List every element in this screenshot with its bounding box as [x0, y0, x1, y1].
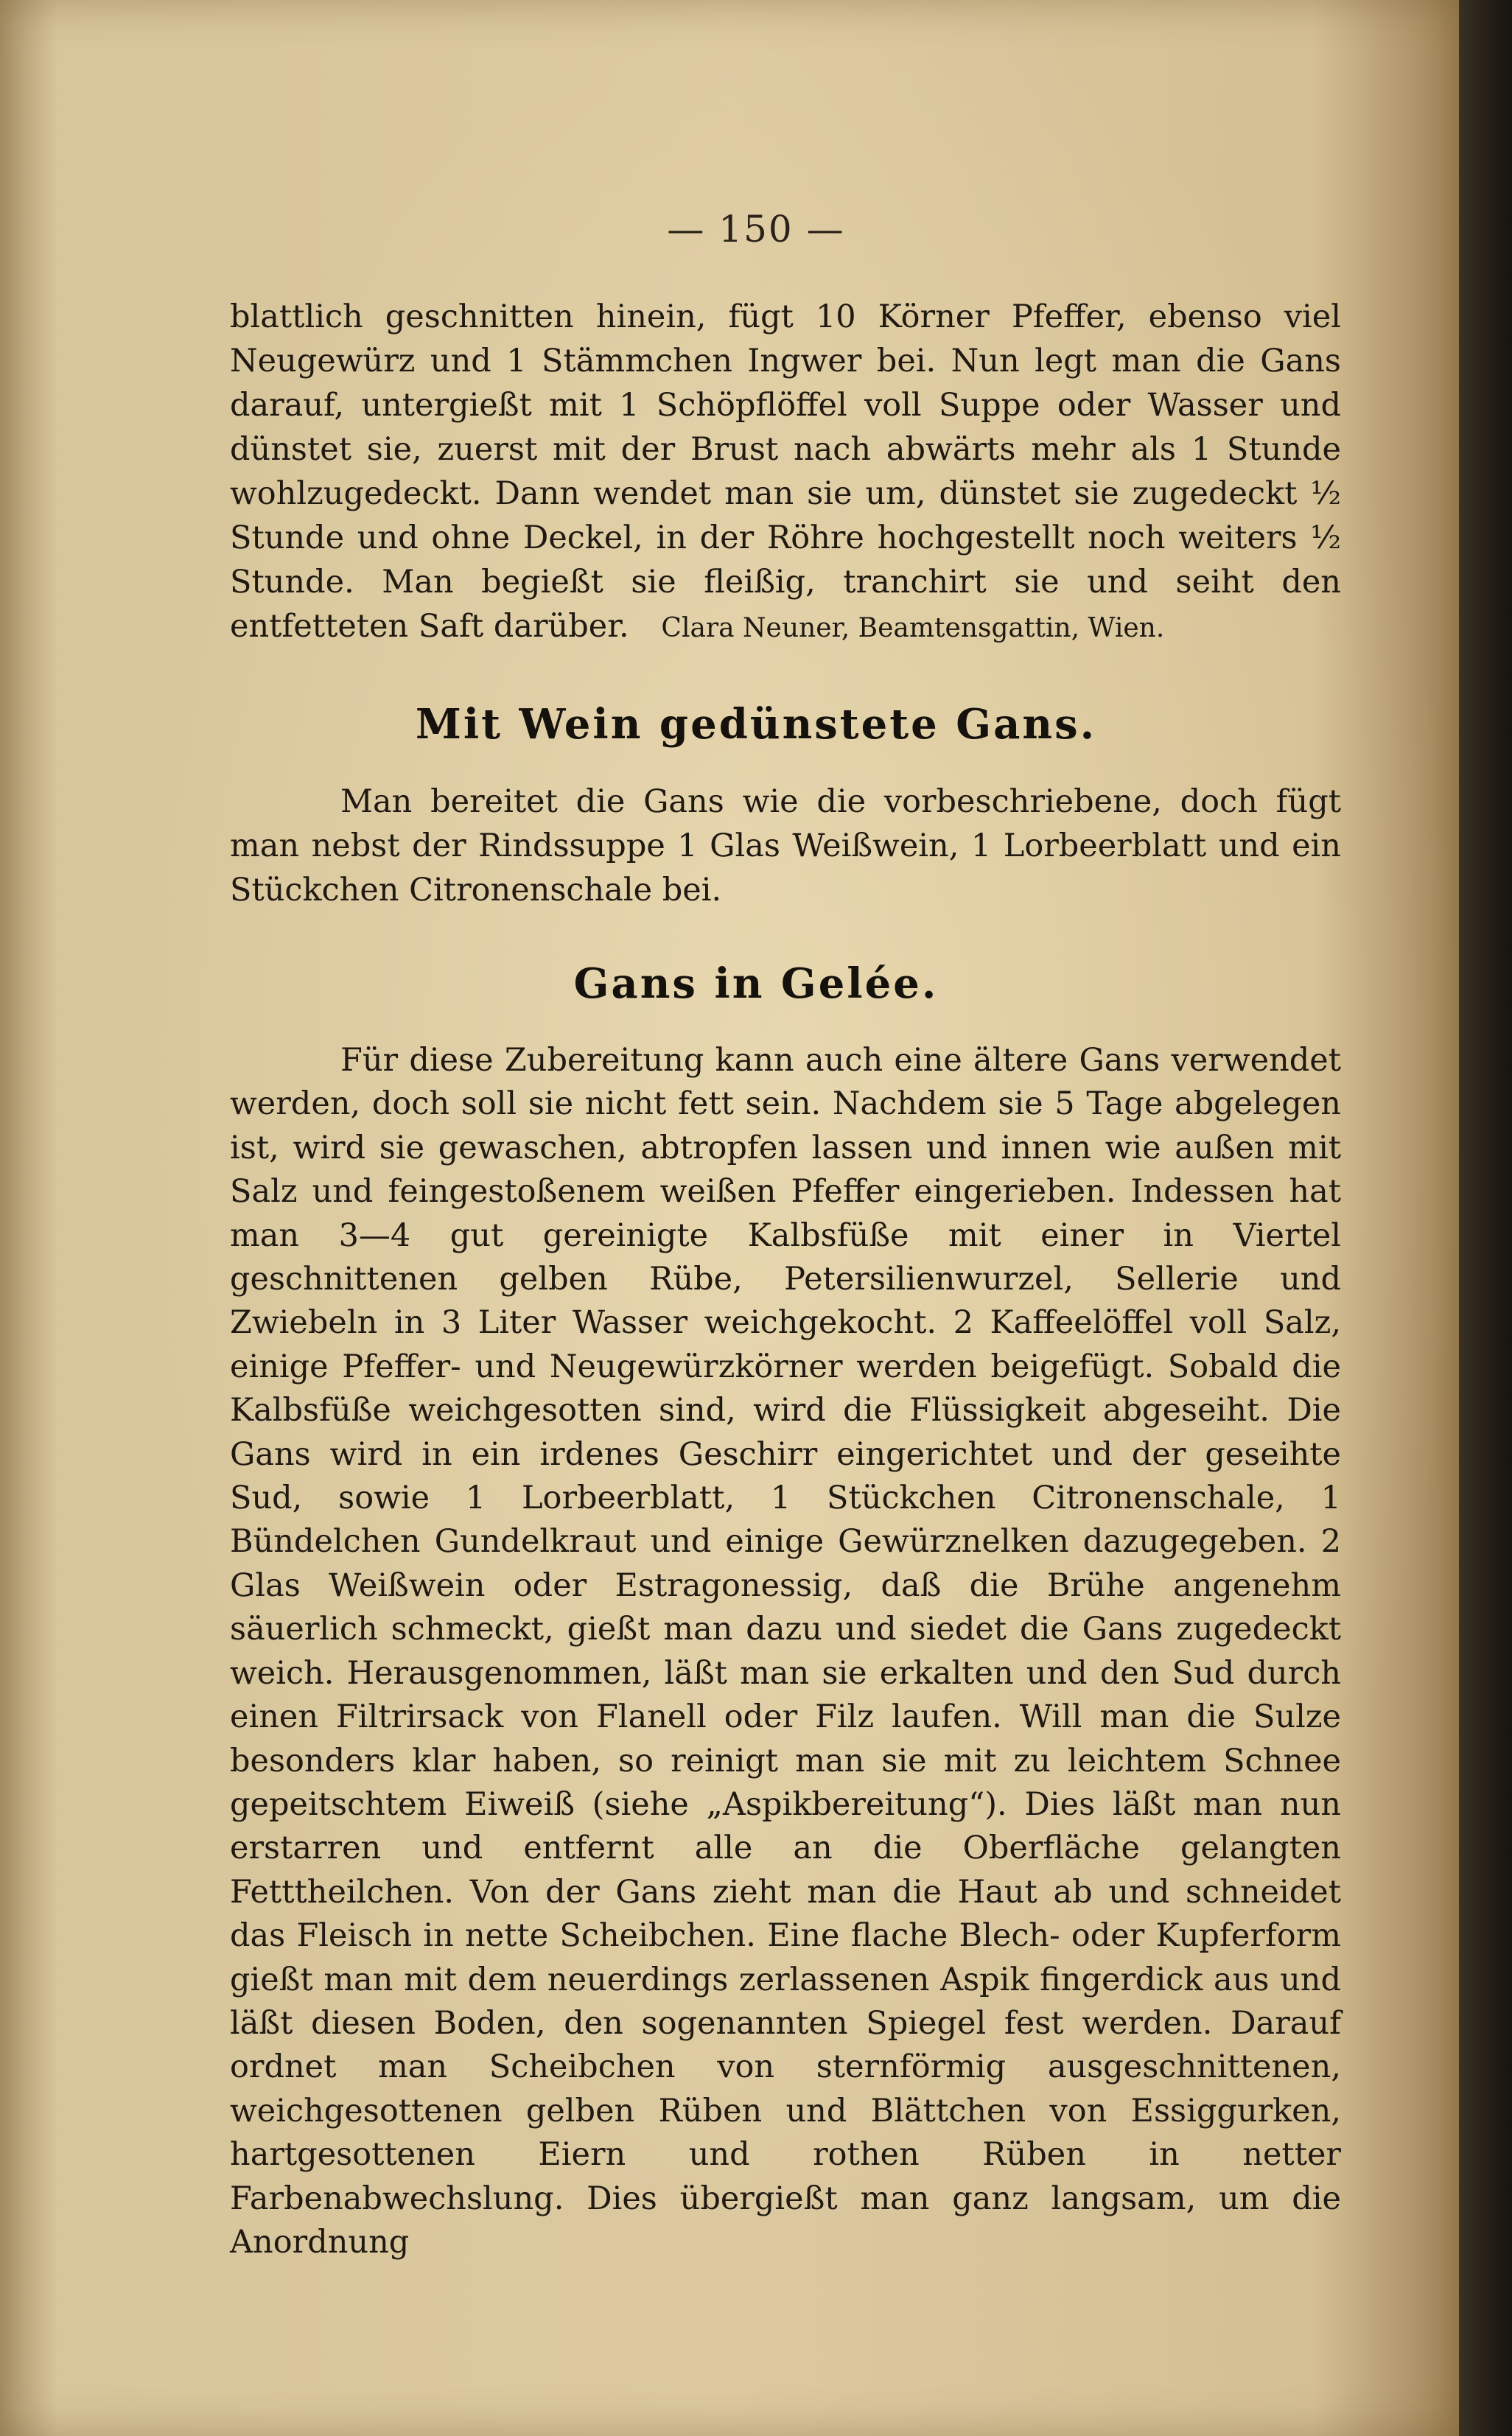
recipe-continuation-text: blattlich geschnitten hinein, fügt 10 Körner Pfeffer, ebenso viel Neugewürz und 1 Stämmchen Ingwer bei. Nun legt man die Gans darauf, untergießt mit 1 Schöpflöffel voll Suppe oder Wasser und dünstet sie, zuerst mit der Brust nach abwärts mehr als 1 Stunde wohlzugedeckt. Dann wendet man sie um, dünstet sie zugedeckt ½ Stunde und ohne Deckel, in der Röhre hochgestellt noch weiters ½ Stunde. Man begießt sie fleißig, tranchirt sie und seiht den entfetteten Saft darüber. [230, 298, 1341, 645]
recipe-title-goose-in-jelly: Gans in Gelée. [573, 959, 939, 1008]
recipe-continuation-paragraph [230, 295, 1341, 651]
author-signature: Clara Neuner, Beamtensgattin, Wien. [661, 613, 1165, 643]
recipe-wine-goose-paragraph: Man bereitet die Gans wie die vorbeschriebene, doch fügt man nebst der Rindssuppe 1 Glas Weißwein, 1 Lorbeerblatt und ein Stückchen Citronenschale bei. [230, 783, 1341, 909]
page-number: — 150 — [667, 208, 845, 251]
recipe-title-wine-goose: Mit Wein gedünstete Gans. [415, 700, 1097, 749]
recipe-goose-in-jelly-paragraph: Für diese Zubereitung kann auch eine ältere Gans verwendet werden, doch soll sie nicht fett sein. Nachdem sie 5 Tage abgelegen ist, wird sie gewaschen, abtropfen lassen und innen wie außen mit Salz und feingestoßenem weißen Pfeffer eingerieben. Indessen hat man 3—4 gut gereinigte Kalbsfüße mit einer in Viertel geschnittenen gelben Rübe, Petersilienwurzel, Sellerie und Zwiebeln in 3 Liter Wasser weichgekocht. 2 Kaffeelöffel voll Salz, einige Pfeffer- und Neugewürzkörner werden beigefügt. Sobald die Kalbsfüße weichgesotten sind, wird die Flüssigkeit abgeseiht. Die Gans wird in ein irdenes Geschirr eingerichtet und der geseihte Sud, sowie 1 Lorbeerblatt, 1 Stückchen Citronenschale, 1 Bündelchen Gundelkraut und einige Gewürznelken dazugegeben. 2 Glas Weißwein oder Estragonessig, daß die Brühe angenehm säuerlich schmeckt, gießt man dazu und siedet die Gans zugedeckt weich. Herausgenommen, läßt man sie erkalten und den Sud durch einen Filtrirsack von Flanell oder Filz laufen. Will man die Sulze besonders klar haben, so reinigt man sie mit zu leichtem Schnee gepeitschtem Eiweiß (siehe „Aspikbereitung“). Dies läßt man nun erstarren und entfernt alle an die Oberfläche gelangten Fetttheilchen. Von der Gans zieht man die Haut ab und schneidet das Fleisch in nette Scheibchen. Eine flache Blech- oder Kupferform gießt man mit dem neuerdings zerlassenen Aspik fingerdick aus und läßt diesen Boden, den sogenannten Spiegel fest werden. Darauf ordnet man Scheibchen von sternförmig ausgeschnittenen, weichgesottenen gelben Rüben und Blättchen von Essiggurken, hartgesottenen Eiern und rothen Rüben in netter Farbenabwechslung. Dies übergießt man ganz langsam, um die Anordnung [230, 1042, 1341, 2261]
